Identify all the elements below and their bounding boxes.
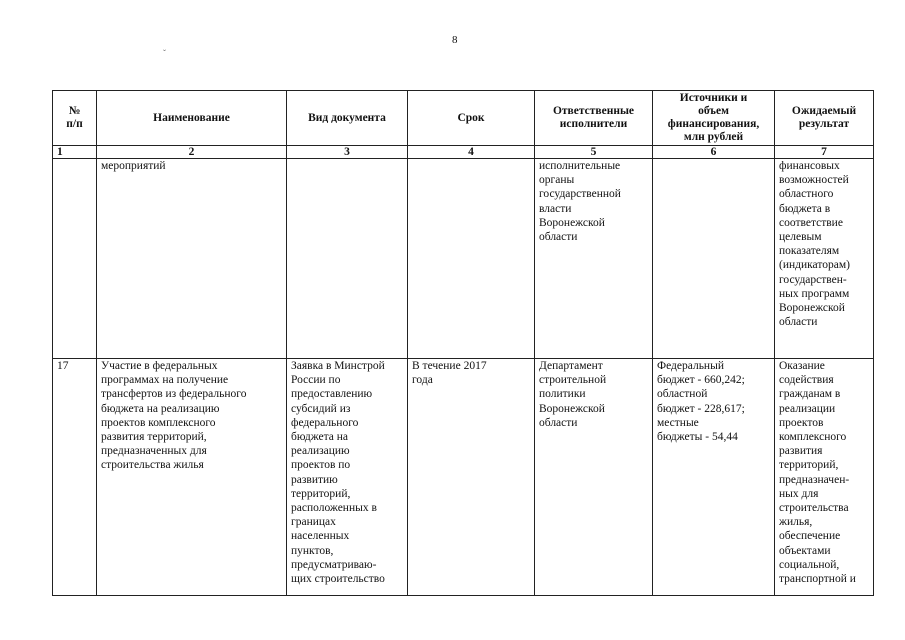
header-financing: Источники и объем финансирования, млн рублей [653, 91, 775, 146]
column-number: 5 [535, 146, 653, 159]
column-number: 1 [53, 146, 97, 159]
cell-term [408, 159, 535, 359]
cell-responsible: Департамент строительной политики Воронежской области [535, 359, 653, 596]
cell-term: В течение 2017 года [408, 359, 535, 596]
cell-responsible: исполнительные органы государственной власти Воронежской области [535, 159, 653, 359]
table-row [53, 359, 874, 596]
table-row [53, 159, 874, 359]
header-name: Наименование [97, 91, 287, 146]
column-number-row [53, 146, 874, 159]
cell-doc-type: Заявка в Минстрой России по предоставлению субсидий из федерального бюджета на реализацию проектов по развитию территорий, расположенных в границах населенных пунктов, предусматриваю- щих строительство [287, 359, 408, 596]
column-number: 4 [408, 146, 535, 159]
header-num: № п/п [53, 91, 97, 146]
column-number: 6 [653, 146, 775, 159]
header-row [53, 91, 874, 146]
cell-num [53, 159, 97, 359]
column-number: 2 [97, 146, 287, 159]
cell-result: финансовых возможностей областного бюджета в соответствие целевым показателям (индикаторам) государствен- ных программ Воронежской области [775, 159, 874, 359]
column-number: 7 [775, 146, 874, 159]
cell-num: 17 [53, 359, 97, 596]
stray-mark: ˇ [163, 48, 166, 58]
column-number: 3 [287, 146, 408, 159]
header-doc-type: Вид документа [287, 91, 408, 146]
cell-name: Участие в федеральных программах на получение трансфертов из федерального бюджета на реализацию проектов комплексного развития территорий, предназначенных для строительства жилья [97, 359, 287, 596]
cell-financing: Федеральный бюджет - 660,242; областной бюджет - 228,617; местные бюджеты - 54,44 [653, 359, 775, 596]
cell-name: мероприятий [97, 159, 287, 359]
header-term: Срок [408, 91, 535, 146]
page-number: 8 [452, 34, 458, 46]
cell-result: Оказание содействия гражданам в реализации проектов комплексного развития территорий, предназначен- ных для строительства жилья, обеспечение объектами социальной, транспортной и [775, 359, 874, 596]
plan-table [52, 90, 874, 596]
cell-doc-type [287, 159, 408, 359]
header-responsible: Ответственные исполнители [535, 91, 653, 146]
cell-financing [653, 159, 775, 359]
header-result: Ожидаемый результат [775, 91, 874, 146]
